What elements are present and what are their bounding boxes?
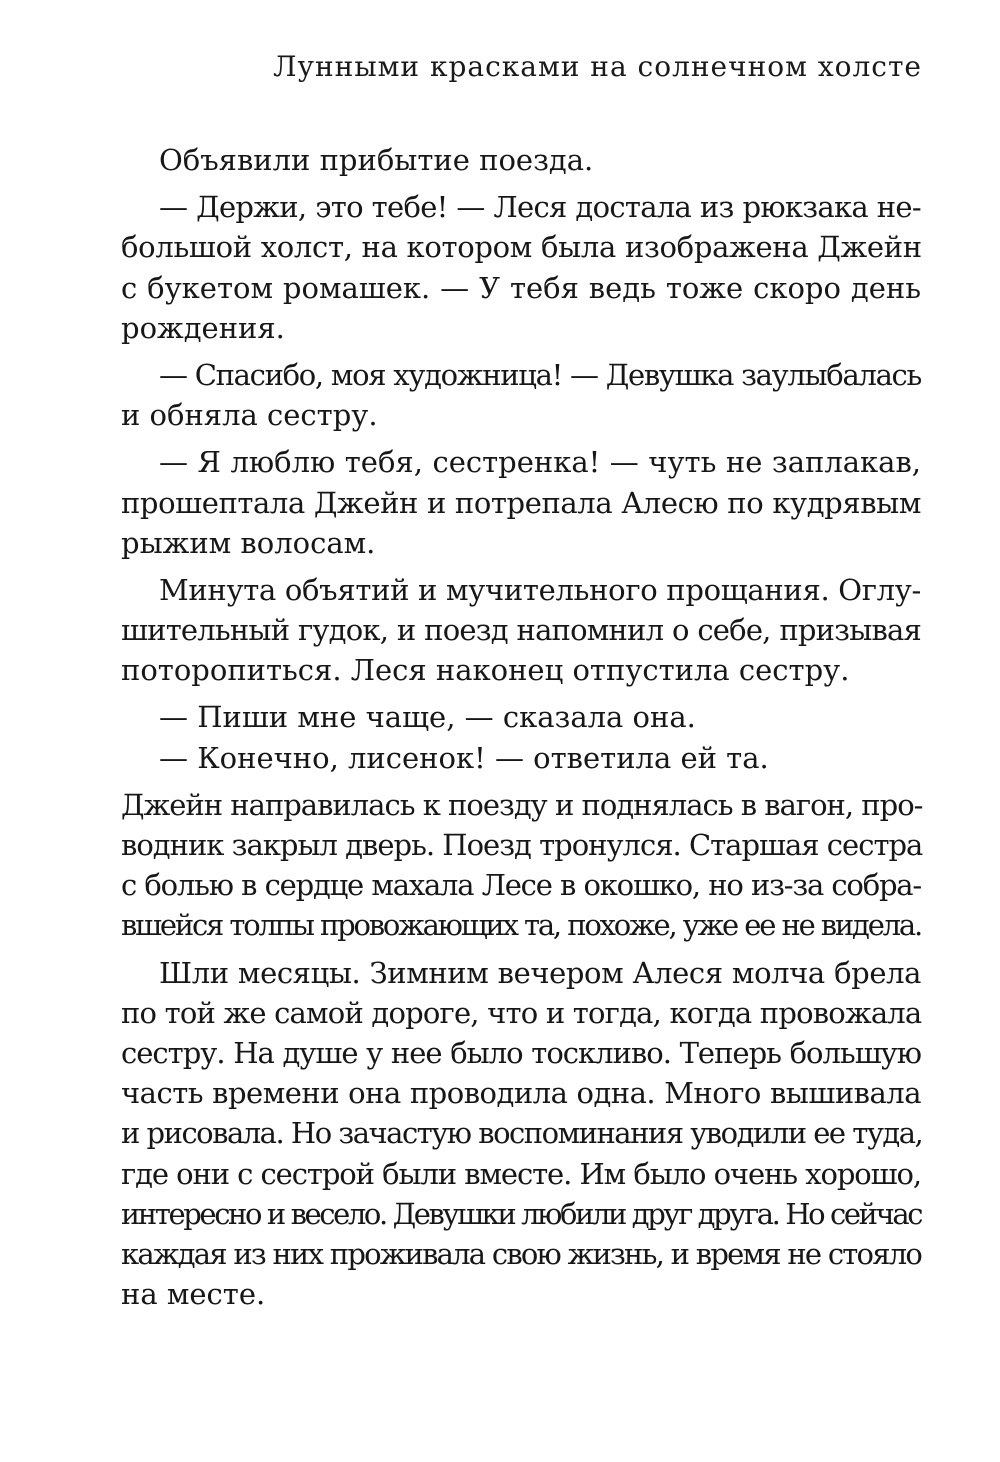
text-line: с болью в сердце махала Лесе в окошко, но из-за собра- <box>121 868 921 903</box>
text-line: шительный гудок, и поезд напомнил о себе, призывая <box>121 613 921 648</box>
text-line: часть времени она проводила одна. Много вышивала <box>121 1076 921 1111</box>
text-line: водник закрыл дверь. Поезд тронулся. Старшая сестра <box>121 828 923 862</box>
text-line: — Я люблю тебя, сестренка! — чуть не заплакав, <box>159 445 921 480</box>
text-line: где они с сестрой были вместе. Им было очень хорошо, <box>121 1156 921 1191</box>
paragraph <box>121 785 921 946</box>
text-line: Объявили прибытие поезда. <box>159 143 594 177</box>
text-line: рыжим волосам. <box>121 525 376 560</box>
text-line: каждая из них проживала свою жизнь, и время не стояло <box>121 1236 921 1271</box>
paragraph <box>121 953 921 1315</box>
running-head: Лунными красками на солнечном холсте <box>273 50 922 83</box>
paragraph <box>121 442 921 563</box>
text-line: рождения. <box>121 310 285 345</box>
text-line: и обняла сестру. <box>121 398 378 433</box>
text-line: — Спасибо, моя художница! — Девушка заулыбалась <box>159 357 921 392</box>
text-line: — Пиши мне чаще, — сказала она. <box>159 700 696 735</box>
text-line: сестру. На душе у нее было тоскливо. Теперь большую <box>121 1035 921 1070</box>
text-line: прошептала Джейн и потрепала Алесю по кудрявым <box>121 485 921 520</box>
paragraph <box>121 570 921 691</box>
text-line: на месте. <box>121 1277 266 1312</box>
paragraph <box>121 697 921 737</box>
text-line: интересно и весело. Девушки любили друг друга. Но сейчас <box>121 1196 922 1231</box>
text-line: Джейн направилась к поезду и поднялась в вагон, про- <box>121 787 923 822</box>
text-line: поторопиться. Леся наконец отпустила сестру. <box>121 653 850 688</box>
paragraph <box>121 738 921 778</box>
text-line: с букетом ромашек. — У тебя ведь тоже скоро день <box>121 270 921 305</box>
text-line: — Держи, это тебе! — Леся достала из рюкзака не- <box>159 190 921 225</box>
paragraph <box>121 187 921 348</box>
text-line: по той же самой дороге, что и тогда, когда провожала <box>121 995 922 1030</box>
body-text <box>121 140 921 1314</box>
text-line: — Конечно, лисенок! — ответила ей та. <box>159 740 769 775</box>
text-line: Шли месяцы. Зимним вечером Алеся молча брела <box>159 955 921 990</box>
paragraph <box>121 355 921 435</box>
text-line: вшейся толпы провожающих та, похоже, уже ее не видела. <box>121 908 921 943</box>
text-line: и рисовала. Но зачастую воспоминания уводили ее туда, <box>121 1116 923 1151</box>
paragraph <box>121 140 921 180</box>
text-line: Минута объятий и мучительного прощания. Оглу- <box>159 572 922 607</box>
text-line: большой холст, на котором была изображена Джейн <box>121 230 922 265</box>
